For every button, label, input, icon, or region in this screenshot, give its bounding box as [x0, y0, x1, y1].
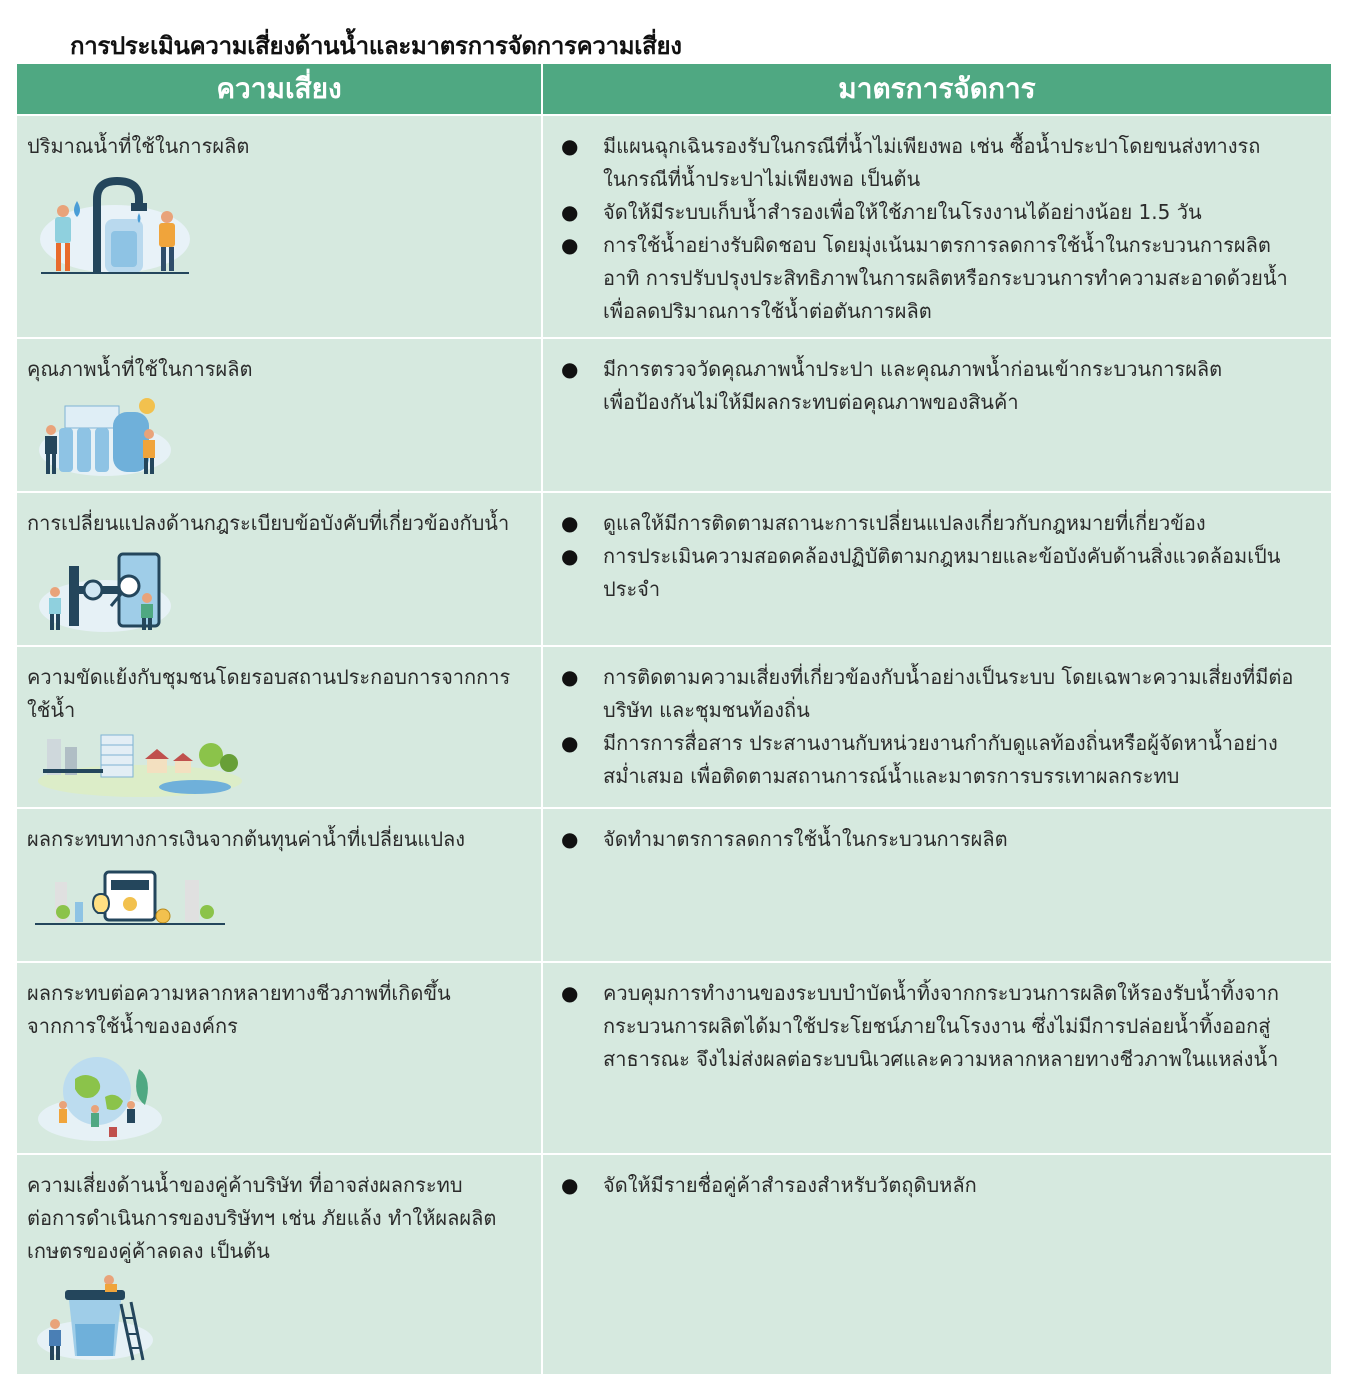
- risk-cell: [17, 492, 542, 646]
- risk-cell: [17, 338, 542, 492]
- utility-meter-icon: [35, 862, 225, 936]
- list-item: ● มีแผนฉุกเฉินรองรับในกรณีที่น้ำไม่เพียงพอ เช่น ซื้อน้ำประปาโดยขนส่งทางรถ ในกรณีที่น้ำประปาไม่เพียงพอ เป็นต้น: [561, 130, 1321, 196]
- measures-cell: [542, 808, 1331, 962]
- list-item: ● มีการการสื่อสาร ประสานงานกับหน่วยงานกำกับดูแลท้องถิ่นหรือผู้จัดหาน้ำอย่าง สม่ำเสมอ เพื่อติดตามสถานการณ์น้ำและมาตรการบรรเทาผลกระทบ: [561, 727, 1321, 793]
- water-tank-ladder-icon: [35, 1274, 155, 1362]
- list-item: ● จัดทำมาตรการลดการใช้น้ำในกระบวนการผลิต: [561, 823, 1321, 856]
- community-landscape-icon: [35, 733, 245, 799]
- column-header-measures: มาตรการจัดการ: [542, 64, 1331, 115]
- measures-cell: [542, 1154, 1331, 1374]
- risk-cell: [17, 115, 542, 338]
- risk-text: ความขัดแย้งกับชุมชนโดยรอบสถานประกอบการจากการใช้น้ำ: [27, 665, 511, 722]
- bullet-icon: ●: [561, 200, 579, 224]
- table-row: [17, 962, 1331, 1154]
- measures-cell: [542, 962, 1331, 1154]
- bullet-icon: ●: [561, 511, 579, 535]
- list-item: ● จัดให้มีระบบเก็บน้ำสำรองเพื่อให้ใช้ภายในโรงงานได้อย่างน้อย 1.5 วัน: [561, 196, 1321, 229]
- measures-list: [553, 130, 1321, 328]
- measures-list: [553, 507, 1321, 606]
- regulation-inspection-icon: [35, 546, 175, 636]
- risk-text: ผลกระทบต่อความหลากหลายทางชีวภาพที่เกิดขึ้น จากการใช้น้ำขององค์กร: [27, 981, 451, 1038]
- measures-list: [553, 353, 1321, 419]
- bullet-icon: ●: [561, 134, 579, 158]
- measures-list: [553, 823, 1321, 856]
- bullet-icon: ●: [561, 981, 579, 1005]
- measures-cell: [542, 492, 1331, 646]
- risk-cell: [17, 962, 542, 1154]
- water-filter-icon: [35, 392, 175, 478]
- list-item: ● การใช้น้ำอย่างรับผิดชอบ โดยมุ่งเน้นมาตรการลดการใช้น้ำในกระบวนการผลิต อาทิ การปรับปรุงประสิทธิภาพในการผลิตหรือกระบวนการทำความสะอาดด้วยน้ำ เพื่อลดปริมาณการใช้น้ำต่อตันการผลิต: [561, 229, 1321, 328]
- risk-cell: [17, 1154, 542, 1374]
- measures-list: [553, 1169, 1321, 1202]
- list-item: ● การติดตามความเสี่ยงที่เกี่ยวข้องกับน้ำอย่างเป็นระบบ โดยเฉพาะความเสี่ยงที่มีต่อ บริษัท และชุมชนท้องถิ่น: [561, 661, 1321, 727]
- risk-cell: [17, 808, 542, 962]
- measures-cell: [542, 338, 1331, 492]
- globe-biodiversity-icon: [35, 1049, 165, 1145]
- list-item: ● ดูแลให้มีการติดตามสถานะการเปลี่ยนแปลงเกี่ยวกับกฎหมายที่เกี่ยวข้อง: [561, 507, 1321, 540]
- risk-text: คุณภาพน้ำที่ใช้ในการผลิต: [27, 357, 253, 381]
- bullet-icon: ●: [561, 1173, 579, 1197]
- risk-text: ความเสี่ยงด้านน้ำของคู่ค้าบริษัท ที่อาจส่งผลกระทบ ต่อการดำเนินการของบริษัทฯ เช่น ภัยแล้ง ทำให้ผลผลิต เกษตรของคู่ค้าลดลง เป็นต้น: [27, 1173, 497, 1263]
- document-title: การประเมินความเสี่ยงด้านน้ำและมาตรการจัดการความเสี่ยง: [70, 32, 682, 60]
- table-row: [17, 492, 1331, 646]
- list-item: ● จัดให้มีรายชื่อคู่ค้าสำรองสำหรับวัตถุดิบหลัก: [561, 1169, 1321, 1202]
- measures-list: [553, 661, 1321, 793]
- bullet-icon: ●: [561, 827, 579, 851]
- risk-text: ผลกระทบทางการเงินจากต้นทุนค่าน้ำที่เปลี่ยนแปลง: [27, 827, 466, 851]
- column-header-risk: ความเสี่ยง: [17, 64, 542, 115]
- risk-text: ปริมาณน้ำที่ใช้ในการผลิต: [27, 134, 250, 158]
- table-row: [17, 115, 1331, 338]
- risk-table: [17, 64, 1331, 1374]
- bullet-icon: ●: [561, 665, 579, 689]
- table-row: [17, 808, 1331, 962]
- water-tap-icon: [35, 169, 195, 277]
- table-header-row: [17, 64, 1331, 115]
- table-row: [17, 1154, 1331, 1374]
- list-item: ● การประเมินความสอดคล้องปฏิบัติตามกฎหมายและข้อบังคับด้านสิ่งแวดล้อมเป็นประจำ: [561, 540, 1321, 606]
- measures-list: [553, 977, 1321, 1076]
- bullet-icon: ●: [561, 544, 579, 568]
- measures-cell: [542, 646, 1331, 808]
- risk-text: การเปลี่ยนแปลงด้านกฎระเบียบข้อบังคับที่เกี่ยวข้องกับน้ำ: [27, 511, 510, 535]
- bullet-icon: ●: [561, 357, 579, 381]
- table-row: [17, 646, 1331, 808]
- risk-cell: [17, 646, 542, 808]
- bullet-icon: ●: [561, 233, 579, 257]
- table-row: [17, 338, 1331, 492]
- list-item: ● ควบคุมการทำงานของระบบบำบัดน้ำทิ้งจากกระบวนการผลิตให้รองรับน้ำทิ้งจาก กระบวนการผลิตได้มาใช้ประโยชน์ภายในโรงงาน ซึ่งไม่มีการปล่อยน้ำทิ้งออกสู่ สาธารณะ จึงไม่ส่งผลต่อระบบนิเวศและความหลากหลายทางชีวภาพในแหล่งน้ำ: [561, 977, 1321, 1076]
- measures-cell: [542, 115, 1331, 338]
- bullet-icon: ●: [561, 731, 579, 755]
- list-item: ● มีการตรวจวัดคุณภาพน้ำประปา และคุณภาพน้ำก่อนเข้ากระบวนการผลิต เพื่อป้องกันไม่ให้มีผลกระทบต่อคุณภาพของสินค้า: [561, 353, 1321, 419]
